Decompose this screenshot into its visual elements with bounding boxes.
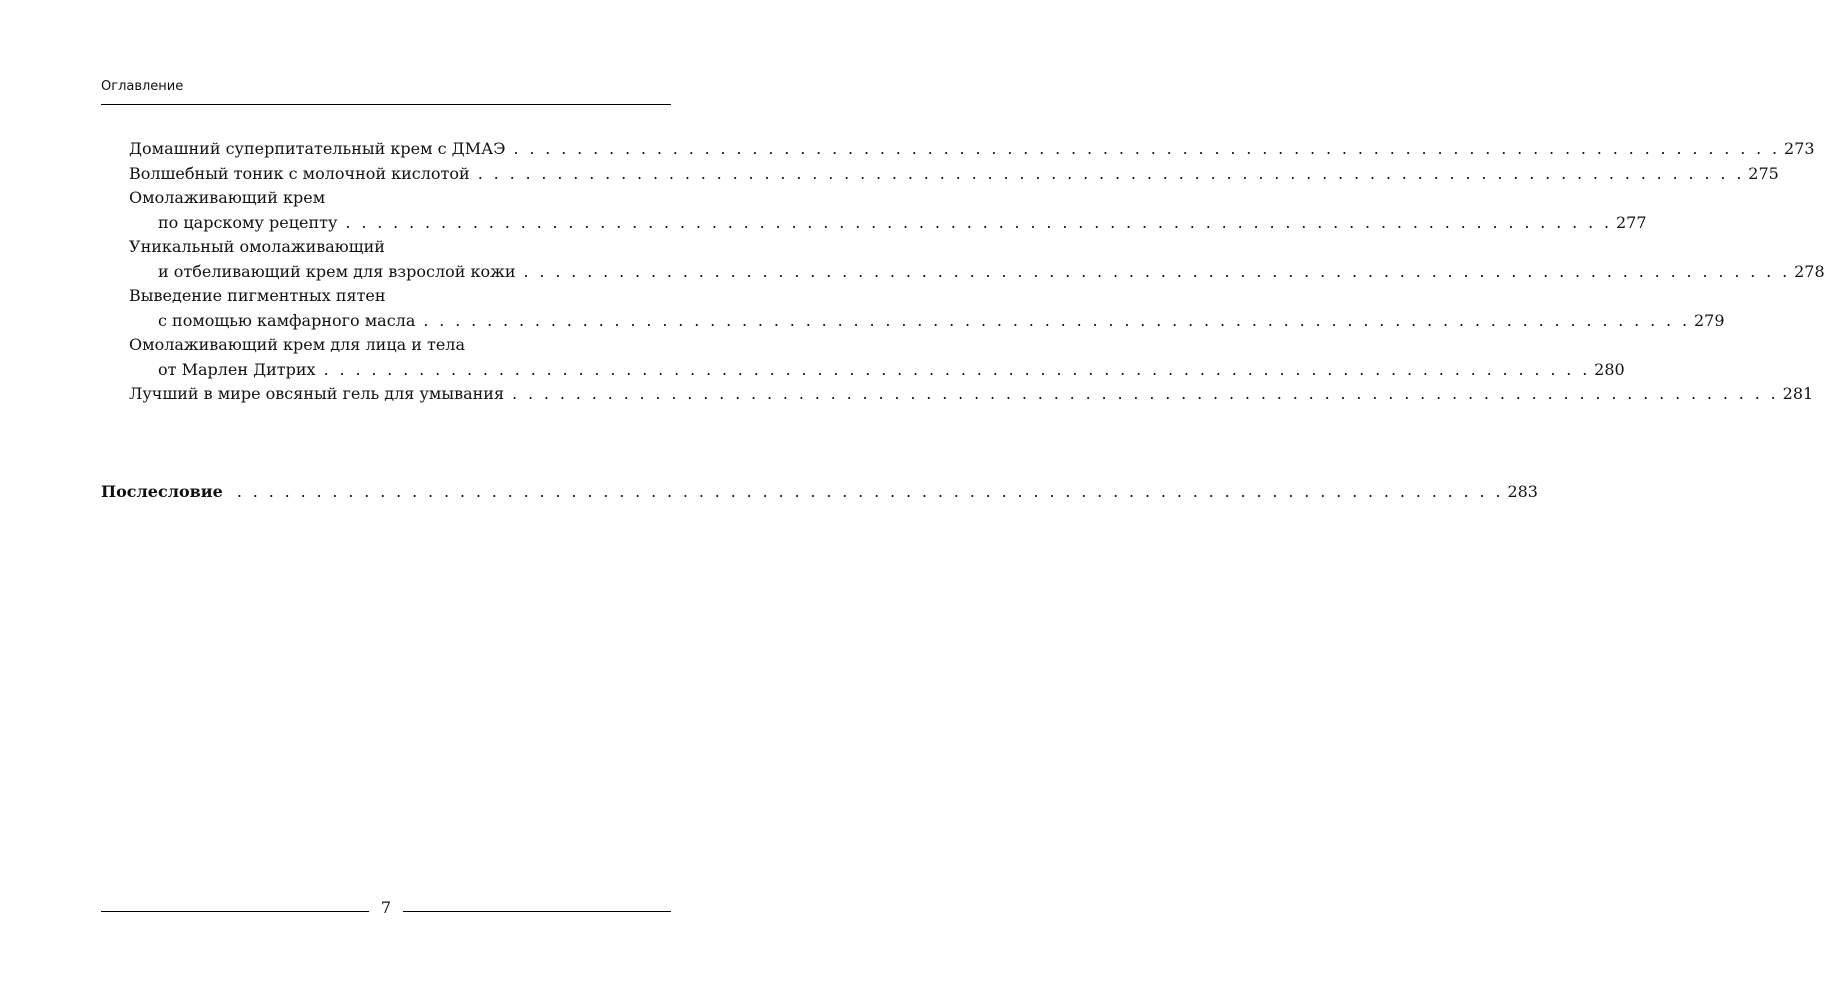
toc-entry-line [101, 137, 1815, 162]
toc-entry-line [101, 382, 1814, 407]
page-number: 7 [380, 898, 392, 917]
toc-entry-title: Лучший в мире овсяный гель для умывания [129, 384, 505, 403]
toc-entry-line [101, 358, 1625, 383]
toc-entry-line [101, 162, 1779, 187]
dot-leader: . . . . . . . . . . . . . . . . . . . . . . . . . . . . . . . . . . . . . . . . . . . . . . . . . . . . . . . . . . . . . . . . . . . . . . . . . . . . . . . . [523, 261, 1791, 281]
toc-entry[interactable] [101, 186, 1647, 235]
toc-entry[interactable] [101, 162, 1779, 187]
toc-page-number: 281 [1782, 384, 1814, 403]
toc-entry[interactable] [101, 382, 1814, 407]
header-rule [101, 104, 671, 105]
toc-entry[interactable] [101, 284, 1725, 333]
toc-entry-title: по царскому рецепту [158, 212, 338, 232]
dot-leader: . . . . . . . . . . . . . . . . . . . . . . . . . . . . . . . . . . . . . . . . . . . . . . . . . . . . . . . . . . . . . . . . . . . . . . . . . . . . . . . . [477, 163, 1745, 183]
toc-entry-title: Омолаживающий крем для лица и тела [129, 335, 465, 354]
toc-entry[interactable] [101, 137, 1815, 162]
toc-entry-title: Послесловие [101, 482, 223, 501]
footer-rule-right [403, 911, 671, 912]
toc-entry-line [101, 309, 1725, 334]
toc-entry-title: Выведение пигментных пятен [129, 286, 386, 305]
toc-entry-title: от Марлен Дитрих [158, 359, 316, 379]
toc-entry-title: Домашний суперпитательный крем с ДМАЭ [129, 139, 506, 158]
toc-page-number: 277 [1615, 212, 1647, 232]
dot-leader: . . . . . . . . . . . . . . . . . . . . . . . . . . . . . . . . . . . . . . . . . . . . . . . . . . . . . . . . . . . . . . . . . . . . . . . . . . . . . . . . [236, 482, 1504, 501]
toc-entry-afterword[interactable] [101, 480, 1538, 504]
toc-entry-title: Уникальный омолаживающий [129, 237, 385, 256]
toc-page-number: 273 [1784, 139, 1815, 158]
toc-entry[interactable] [101, 333, 1625, 382]
toc-entry[interactable] [101, 235, 1825, 284]
toc-entry-title: и отбеливающий крем для взрослой кожи [158, 261, 516, 281]
dot-leader: . . . . . . . . . . . . . . . . . . . . . . . . . . . . . . . . . . . . . . . . . . . . . . . . . . . . . . . . . . . . . . . . . . . . . . . . . . . . . . . . [345, 212, 1612, 232]
running-head: Оглавление [101, 79, 184, 94]
toc-entry-title: Омолаживающий крем [129, 188, 326, 207]
footer-rule-left [101, 911, 369, 912]
toc-page-number: 279 [1693, 310, 1725, 330]
toc-page-number: 278 [1794, 261, 1825, 281]
table-of-contents [101, 137, 1825, 407]
toc-page-number: 283 [1507, 482, 1538, 501]
toc-page-number: 275 [1748, 163, 1779, 183]
toc-entry-line [101, 260, 1825, 285]
dot-leader: . . . . . . . . . . . . . . . . . . . . . . . . . . . . . . . . . . . . . . . . . . . . . . . . . . . . . . . . . . . . . . . . . . . . . . . . . . . . . . . . [323, 359, 1591, 379]
dot-leader: . . . . . . . . . . . . . . . . . . . . . . . . . . . . . . . . . . . . . . . . . . . . . . . . . . . . . . . . . . . . . . . . . . . . . . . . . . . . . . . . [423, 310, 1690, 330]
dot-leader: . . . . . . . . . . . . . . . . . . . . . . . . . . . . . . . . . . . . . . . . . . . . . . . . . . . . . . . . . . . . . . . . . . . . . . . . . . . . . . . . [512, 384, 1779, 403]
toc-entry-line [101, 211, 1647, 236]
toc-entry-title: с помощью камфарного масла [158, 310, 416, 330]
toc-page-number: 280 [1594, 359, 1625, 379]
toc-entry-title: Волшебный тоник с молочной кислотой [129, 163, 470, 183]
dot-leader: . . . . . . . . . . . . . . . . . . . . . . . . . . . . . . . . . . . . . . . . . . . . . . . . . . . . . . . . . . . . . . . . . . . . . . . . . . . . . . . . [513, 139, 1781, 158]
